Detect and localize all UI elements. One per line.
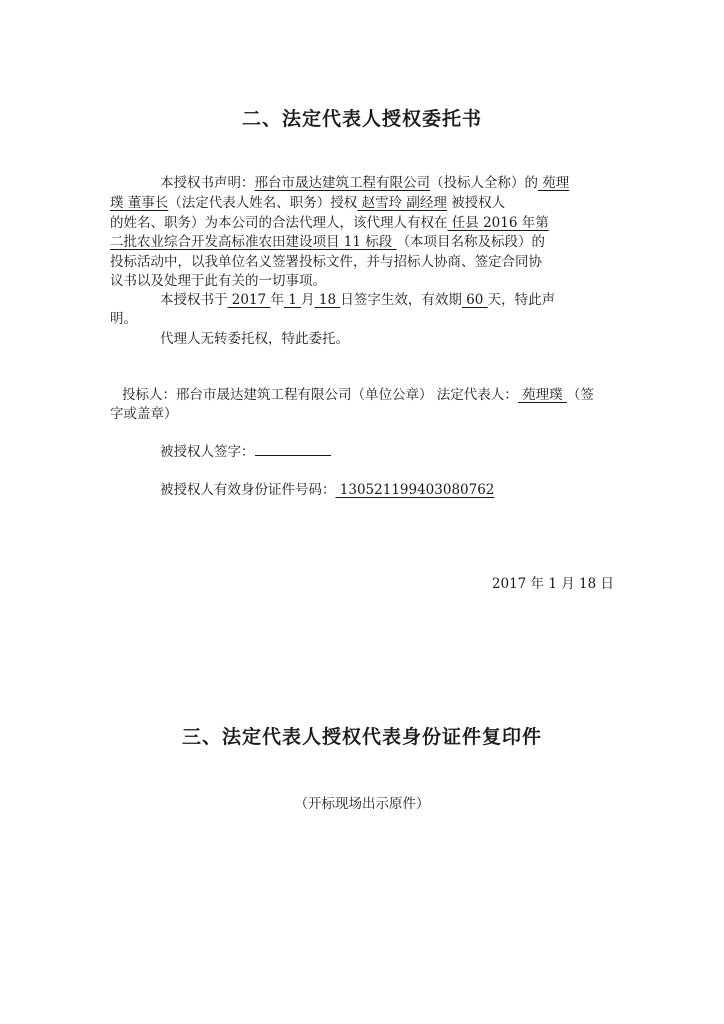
p1-text: 本授权书声明：	[160, 175, 255, 191]
legal-rep-name: 苑理	[538, 175, 570, 191]
section-title-authorization: 二、法定代表人授权委托书	[241, 108, 482, 130]
p1-line3	[110, 214, 549, 232]
agent-name-title: 赵雪玲 副经理	[357, 195, 447, 211]
agent-id-label: 被授权人有效身份证件号码：	[160, 482, 336, 498]
legal-rep-name: 璞	[110, 195, 124, 211]
bidder-text: （签	[566, 387, 594, 403]
p1-line6: 议书以及处理于此有关的一切事项。	[110, 273, 326, 289]
p1-text: （本项目名称及标段）的	[396, 234, 546, 250]
bidder-text: 投标人：邢台市晟达建筑工程有限公司（单位公章） 法定代表人：	[122, 387, 518, 403]
effective-month: 1	[283, 292, 302, 308]
agent-signature-blank	[255, 443, 331, 456]
agent-id-line	[160, 481, 494, 499]
p2-text: 月	[301, 292, 315, 308]
p1-text: 的姓名、职务）为本公司的合法代理人，该代理人有权在	[110, 215, 448, 231]
effective-year: 2017	[227, 292, 271, 308]
p3-line: 代理人无转委托权，特此委托。	[160, 331, 349, 347]
p2-line2: 明。	[110, 311, 137, 327]
bidder-line2: 字或盖章）	[110, 406, 178, 422]
p2-text: 年	[270, 292, 284, 308]
p2-text: 天，特此声	[487, 292, 556, 308]
legal-rep-signature: 苑理璞	[517, 387, 567, 403]
effective-day: 18	[314, 292, 341, 308]
original-note: （开标现场出示原件）	[294, 796, 430, 812]
p1-text: 被授权人	[451, 195, 506, 211]
p2-text: 日签字生效，有效期	[340, 292, 462, 308]
p1-text: （法定代表人姓名、职务）授权	[168, 195, 358, 211]
project-name: 二批农业综合开发高标准农田建设项目 11 标段	[110, 234, 397, 250]
document-date: 2017 年 1 月 18 日	[491, 576, 614, 592]
agent-id-number: 130521199403080762	[335, 482, 495, 498]
p1-text: （投标人全称）的	[430, 175, 538, 191]
p1-line1	[160, 174, 569, 192]
section-title-id-copy: 三、法定代表人授权代表身份证件复印件	[181, 726, 542, 748]
validity-days: 60	[461, 292, 488, 308]
bidder-company-name: 邢台市晟达建筑工程有限公司	[254, 175, 430, 191]
p2-line1	[160, 291, 555, 309]
project-name: 任县 2016 年第	[447, 215, 549, 231]
p2-text: 本授权书于	[160, 292, 228, 308]
agent-signature-line	[160, 443, 331, 461]
p1-line2	[110, 194, 505, 212]
p1-line5: 投标活动中，以我单位名义签署投标文件，并与招标人协商、签定合同协	[110, 254, 542, 270]
agent-signature-label: 被授权人签字：	[160, 444, 255, 460]
bidder-line	[122, 386, 594, 404]
p1-line4	[110, 233, 545, 251]
legal-rep-title: 董事长	[123, 195, 169, 211]
